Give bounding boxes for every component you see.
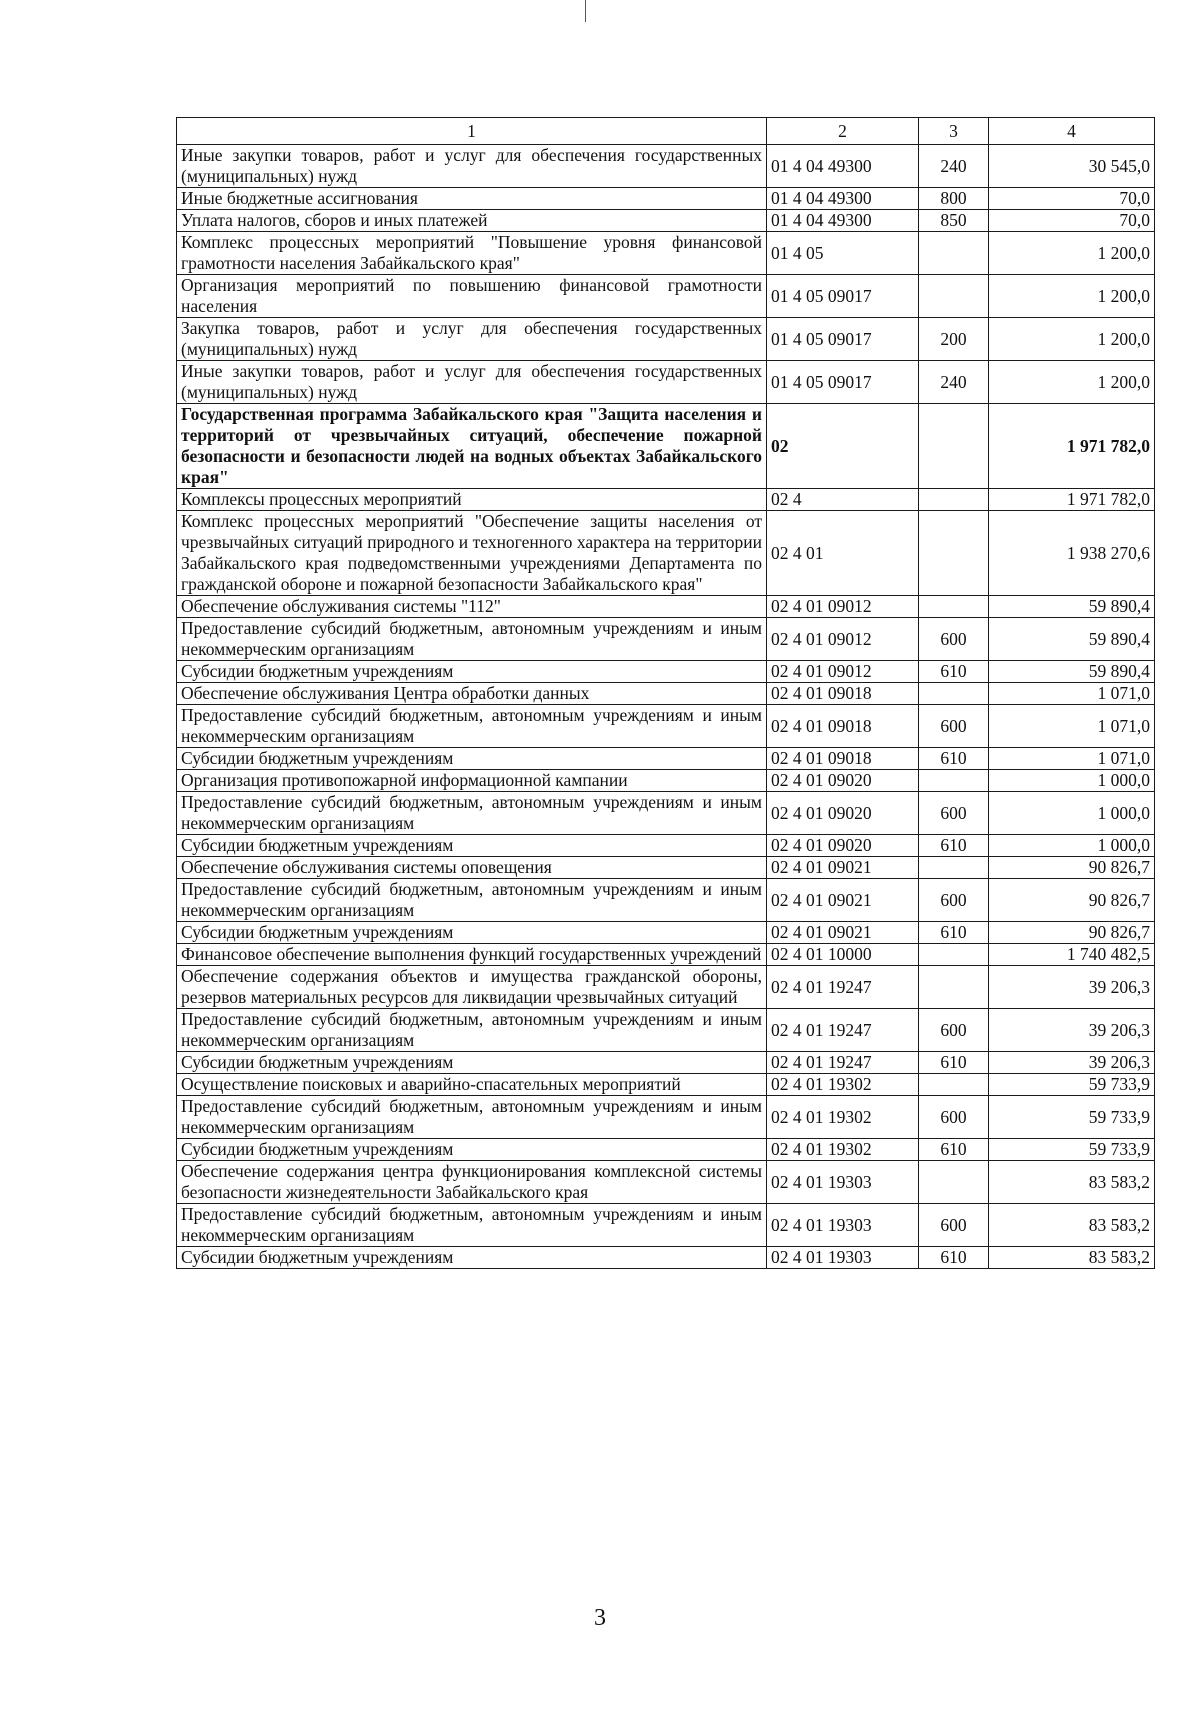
row-amount: 83 583,2 xyxy=(989,1204,1155,1247)
table-body xyxy=(177,145,1155,1269)
row-amount: 39 206,3 xyxy=(989,1052,1155,1074)
table-row xyxy=(177,1247,1155,1269)
row-type xyxy=(919,511,989,596)
table-header-row xyxy=(177,118,1155,145)
row-amount: 39 206,3 xyxy=(989,1009,1155,1052)
row-type xyxy=(919,489,989,511)
row-code: 02 4 xyxy=(767,489,919,511)
row-amount: 1 200,0 xyxy=(989,361,1155,404)
row-name: Обеспечение обслуживания Центра обработки данных xyxy=(177,683,767,705)
row-amount: 1 071,0 xyxy=(989,683,1155,705)
table-row xyxy=(177,1161,1155,1204)
row-amount: 1 938 270,6 xyxy=(989,511,1155,596)
table-row xyxy=(177,1139,1155,1161)
row-code: 01 4 05 09017 xyxy=(767,318,919,361)
row-type: 600 xyxy=(919,1204,989,1247)
row-code: 01 4 05 09017 xyxy=(767,361,919,404)
row-type: 600 xyxy=(919,792,989,835)
row-amount: 59 890,4 xyxy=(989,661,1155,683)
row-code: 02 4 01 09020 xyxy=(767,770,919,792)
row-code: 02 4 01 19302 xyxy=(767,1139,919,1161)
row-amount: 30 545,0 xyxy=(989,145,1155,188)
row-name: Закупка товаров, работ и услуг для обеспечения государственных (муниципальных) нужд xyxy=(177,318,767,361)
row-name: Уплата налогов, сборов и иных платежей xyxy=(177,210,767,232)
row-type: 610 xyxy=(919,1139,989,1161)
row-name: Обеспечение содержания объектов и имущества гражданской обороны, резервов материальных ресурсов для ликвидации чрезвычайных ситуаций xyxy=(177,966,767,1009)
row-type: 240 xyxy=(919,361,989,404)
row-name: Финансовое обеспечение выполнения функций государственных учреждений xyxy=(177,944,767,966)
row-name: Иные закупки товаров, работ и услуг для обеспечения государственных (муниципальных) нужд xyxy=(177,145,767,188)
column-header-3: 3 xyxy=(919,118,989,145)
table-row xyxy=(177,705,1155,748)
row-name: Обеспечение обслуживания системы оповещения xyxy=(177,857,767,879)
row-type: 600 xyxy=(919,705,989,748)
column-header-2: 2 xyxy=(767,118,919,145)
row-type: 600 xyxy=(919,618,989,661)
table-row xyxy=(177,879,1155,922)
row-name: Иные бюджетные ассигнования xyxy=(177,188,767,210)
row-type: 610 xyxy=(919,748,989,770)
table-row xyxy=(177,1204,1155,1247)
row-amount: 59 733,9 xyxy=(989,1096,1155,1139)
table-row xyxy=(177,944,1155,966)
row-name: Комплекс процессных мероприятий "Повышение уровня финансовой грамотности населения Забайкальского края" xyxy=(177,232,767,275)
row-type: 800 xyxy=(919,188,989,210)
table-row xyxy=(177,489,1155,511)
row-type: 610 xyxy=(919,661,989,683)
table-row xyxy=(177,1096,1155,1139)
table-row xyxy=(177,1074,1155,1096)
row-type: 610 xyxy=(919,835,989,857)
row-code: 02 xyxy=(767,404,919,489)
row-type xyxy=(919,596,989,618)
table-row xyxy=(177,770,1155,792)
row-amount: 59 890,4 xyxy=(989,618,1155,661)
row-code: 02 4 01 19303 xyxy=(767,1161,919,1204)
row-type xyxy=(919,683,989,705)
row-name: Субсидии бюджетным учреждениям xyxy=(177,1139,767,1161)
row-code: 02 4 01 19247 xyxy=(767,966,919,1009)
row-type xyxy=(919,966,989,1009)
row-code: 01 4 04 49300 xyxy=(767,145,919,188)
row-amount: 1 740 482,5 xyxy=(989,944,1155,966)
row-type xyxy=(919,857,989,879)
row-code: 02 4 01 09021 xyxy=(767,922,919,944)
row-type xyxy=(919,770,989,792)
row-amount: 1 971 782,0 xyxy=(989,404,1155,489)
row-type xyxy=(919,1074,989,1096)
row-code: 02 4 01 19303 xyxy=(767,1247,919,1269)
row-type: 600 xyxy=(919,1009,989,1052)
row-name: Обеспечение содержания центра функционирования комплексной системы безопасности жизнедеятельности Забайкальского края xyxy=(177,1161,767,1204)
row-type xyxy=(919,232,989,275)
row-amount: 1 200,0 xyxy=(989,318,1155,361)
row-name: Комплекс процессных мероприятий "Обеспечение защиты населения от чрезвычайных ситуаций природного и техногенного характера на территории Забайкальского края подведомственными учреждениями Департамента по гражданской обороне и пожарной безопасности Забайкальского края" xyxy=(177,511,767,596)
row-name: Обеспечение обслуживания системы "112" xyxy=(177,596,767,618)
table-row xyxy=(177,188,1155,210)
row-code: 02 4 01 09021 xyxy=(767,857,919,879)
table-row xyxy=(177,683,1155,705)
row-name: Организация противопожарной информационной кампании xyxy=(177,770,767,792)
table-row xyxy=(177,618,1155,661)
row-type: 850 xyxy=(919,210,989,232)
row-code: 01 4 04 49300 xyxy=(767,210,919,232)
row-name: Предоставление субсидий бюджетным, автономным учреждениям и иным некоммерческим организациям xyxy=(177,705,767,748)
row-amount: 1 071,0 xyxy=(989,748,1155,770)
budget-table xyxy=(176,117,1155,1269)
row-amount: 90 826,7 xyxy=(989,922,1155,944)
row-amount: 1 200,0 xyxy=(989,275,1155,318)
row-code: 02 4 01 09018 xyxy=(767,705,919,748)
row-type xyxy=(919,404,989,489)
row-amount: 59 733,9 xyxy=(989,1139,1155,1161)
row-name: Субсидии бюджетным учреждениям xyxy=(177,1052,767,1074)
column-header-4: 4 xyxy=(989,118,1155,145)
row-name: Предоставление субсидий бюджетным, автономным учреждениям и иным некоммерческим организациям xyxy=(177,618,767,661)
row-amount: 59 733,9 xyxy=(989,1074,1155,1096)
table-row xyxy=(177,748,1155,770)
row-amount: 1 000,0 xyxy=(989,770,1155,792)
row-name: Иные закупки товаров, работ и услуг для обеспечения государственных (муниципальных) нужд xyxy=(177,361,767,404)
row-amount: 1 000,0 xyxy=(989,835,1155,857)
row-code: 02 4 01 xyxy=(767,511,919,596)
scan-mark xyxy=(585,0,586,22)
row-code: 02 4 01 09012 xyxy=(767,661,919,683)
row-code: 02 4 01 09020 xyxy=(767,835,919,857)
row-code: 01 4 05 xyxy=(767,232,919,275)
row-name: Комплексы процессных мероприятий xyxy=(177,489,767,511)
row-name: Предоставление субсидий бюджетным, автономным учреждениям и иным некоммерческим организациям xyxy=(177,1204,767,1247)
table-row xyxy=(177,318,1155,361)
table-row xyxy=(177,145,1155,188)
row-name: Организация мероприятий по повышению финансовой грамотности населения xyxy=(177,275,767,318)
row-code: 02 4 01 09020 xyxy=(767,792,919,835)
row-name: Субсидии бюджетным учреждениям xyxy=(177,835,767,857)
row-amount: 70,0 xyxy=(989,210,1155,232)
row-type: 600 xyxy=(919,879,989,922)
row-code: 02 4 01 09012 xyxy=(767,596,919,618)
row-code: 02 4 01 19247 xyxy=(767,1052,919,1074)
row-name: Осуществление поисковых и аварийно-спасательных мероприятий xyxy=(177,1074,767,1096)
row-type: 610 xyxy=(919,1247,989,1269)
row-type: 610 xyxy=(919,1052,989,1074)
table-row xyxy=(177,210,1155,232)
row-type: 600 xyxy=(919,1096,989,1139)
row-type xyxy=(919,944,989,966)
row-name: Государственная программа Забайкальского края "Защита населения и территорий от чрезвычайных ситуаций, обеспечение пожарной безопасности и безопасности людей на водных объектах Забайкальского края" xyxy=(177,404,767,489)
table-row xyxy=(177,1052,1155,1074)
row-name: Предоставление субсидий бюджетным, автономным учреждениям и иным некоммерческим организациям xyxy=(177,1009,767,1052)
table-row xyxy=(177,596,1155,618)
table-row xyxy=(177,661,1155,683)
table-row xyxy=(177,1009,1155,1052)
row-amount: 90 826,7 xyxy=(989,857,1155,879)
row-code: 02 4 01 19302 xyxy=(767,1096,919,1139)
row-name: Субсидии бюджетным учреждениям xyxy=(177,1247,767,1269)
column-header-1: 1 xyxy=(177,118,767,145)
table-row xyxy=(177,511,1155,596)
row-code: 01 4 04 49300 xyxy=(767,188,919,210)
row-amount: 70,0 xyxy=(989,188,1155,210)
table-row xyxy=(177,966,1155,1009)
row-name: Субсидии бюджетным учреждениям xyxy=(177,922,767,944)
table-row xyxy=(177,922,1155,944)
row-type xyxy=(919,1161,989,1204)
row-code: 02 4 01 09012 xyxy=(767,618,919,661)
row-name: Субсидии бюджетным учреждениям xyxy=(177,748,767,770)
row-code: 02 4 01 19302 xyxy=(767,1074,919,1096)
table-row xyxy=(177,835,1155,857)
row-name: Субсидии бюджетным учреждениям xyxy=(177,661,767,683)
row-name: Предоставление субсидий бюджетным, автономным учреждениям и иным некоммерческим организациям xyxy=(177,792,767,835)
row-amount: 1 971 782,0 xyxy=(989,489,1155,511)
row-type xyxy=(919,275,989,318)
row-amount: 1 200,0 xyxy=(989,232,1155,275)
row-code: 02 4 01 10000 xyxy=(767,944,919,966)
row-amount: 39 206,3 xyxy=(989,966,1155,1009)
row-type: 610 xyxy=(919,922,989,944)
table-row xyxy=(177,857,1155,879)
row-amount: 1 071,0 xyxy=(989,705,1155,748)
row-amount: 59 890,4 xyxy=(989,596,1155,618)
row-code: 02 4 01 09021 xyxy=(767,879,919,922)
row-name: Предоставление субсидий бюджетным, автономным учреждениям и иным некоммерческим организациям xyxy=(177,879,767,922)
row-code: 02 4 01 09018 xyxy=(767,683,919,705)
row-name: Предоставление субсидий бюджетным, автономным учреждениям и иным некоммерческим организациям xyxy=(177,1096,767,1139)
row-amount: 83 583,2 xyxy=(989,1161,1155,1204)
row-amount: 1 000,0 xyxy=(989,792,1155,835)
row-code: 02 4 01 09018 xyxy=(767,748,919,770)
row-code: 02 4 01 19303 xyxy=(767,1204,919,1247)
row-code: 01 4 05 09017 xyxy=(767,275,919,318)
table-row xyxy=(177,232,1155,275)
row-code: 02 4 01 19247 xyxy=(767,1009,919,1052)
row-amount: 90 826,7 xyxy=(989,879,1155,922)
page-number: 3 xyxy=(594,1605,606,1631)
table-row xyxy=(177,792,1155,835)
row-type: 200 xyxy=(919,318,989,361)
row-type: 240 xyxy=(919,145,989,188)
table-row xyxy=(177,361,1155,404)
row-amount: 83 583,2 xyxy=(989,1247,1155,1269)
table-row xyxy=(177,404,1155,489)
table-row xyxy=(177,275,1155,318)
